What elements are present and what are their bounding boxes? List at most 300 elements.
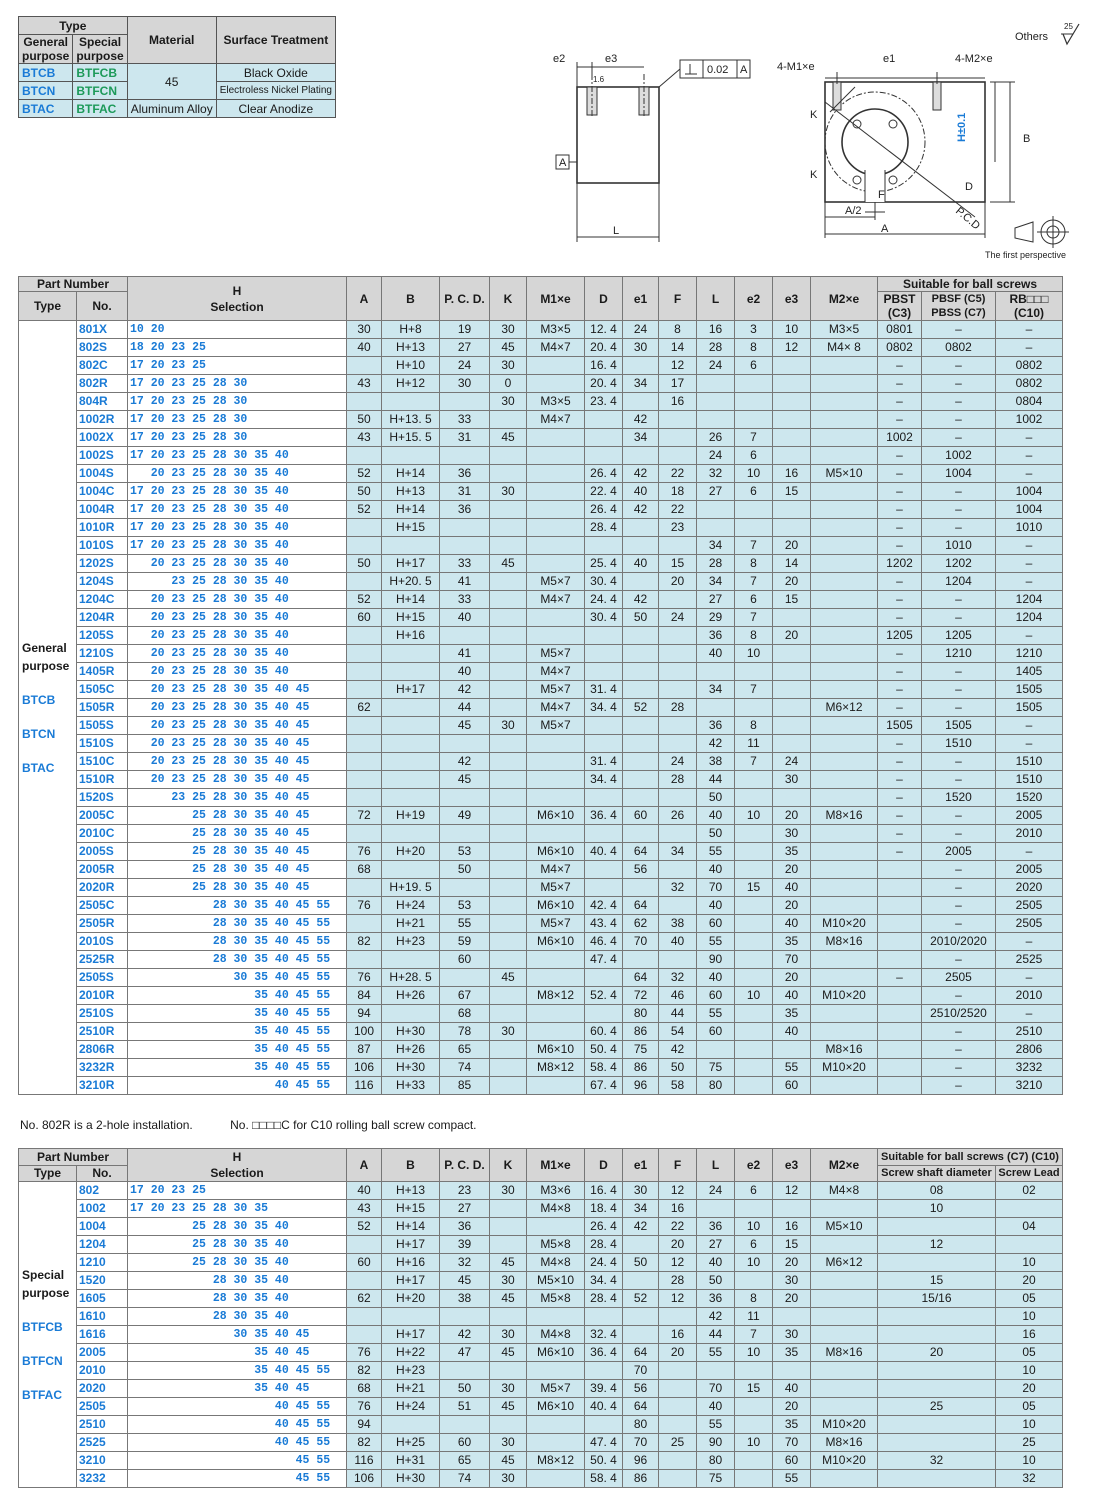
selection-header: Selection — [210, 1166, 264, 1180]
value-cell — [773, 645, 811, 663]
value-cell — [735, 1470, 773, 1488]
value-cell: 16 — [996, 1326, 1063, 1344]
value-cell: 31 — [440, 429, 490, 447]
h-selection-cell: 25 28 30 35 40 45 — [128, 825, 347, 843]
h-selection-cell: 20 23 25 28 30 35 40 45 — [128, 771, 347, 789]
type-label-line: BTCN — [22, 726, 56, 741]
value-cell: M4×8 — [527, 1200, 585, 1218]
value-cell: 33 — [440, 591, 490, 609]
value-cell: – — [922, 357, 996, 375]
value-cell — [659, 645, 697, 663]
value-cell: 30 — [490, 393, 527, 411]
value-cell: 28 — [697, 555, 735, 573]
value-cell — [878, 1470, 996, 1488]
table-row — [19, 465, 1063, 483]
value-cell: 64 — [623, 969, 659, 987]
value-cell: 64 — [623, 897, 659, 915]
value-cell: 20 — [659, 1344, 697, 1362]
value-cell: H+10 — [382, 357, 440, 375]
h-selection-cell: 20 23 25 28 30 35 40 45 — [128, 681, 347, 699]
value-cell: 1210 — [996, 645, 1063, 663]
value-cell: 43 — [347, 429, 382, 447]
value-cell: 11 — [735, 1308, 773, 1326]
value-cell — [878, 915, 922, 933]
value-cell: – — [922, 1059, 996, 1077]
part-no-cell: 2505R — [77, 915, 128, 933]
value-cell: 1004 — [922, 465, 996, 483]
value-cell: 10 — [735, 987, 773, 1005]
value-cell: 35 — [773, 1416, 811, 1434]
value-cell: M10×20 — [811, 915, 878, 933]
value-cell: H+17 — [382, 555, 440, 573]
value-cell: M3×5 — [527, 321, 585, 339]
value-cell: 74 — [440, 1470, 490, 1488]
value-cell: 1002 — [878, 429, 922, 447]
value-cell — [878, 1041, 922, 1059]
part-no-cell: 2510S — [77, 1005, 128, 1023]
value-cell: 27 — [697, 591, 735, 609]
value-cell: 41 — [440, 645, 490, 663]
value-cell: 24 — [659, 609, 697, 627]
value-cell — [878, 951, 922, 969]
table-row — [19, 1452, 1063, 1470]
part-no-cell: 1616 — [77, 1326, 128, 1344]
value-cell — [735, 1200, 773, 1218]
value-cell: 116 — [347, 1452, 382, 1470]
value-cell: M4×8 — [527, 1254, 585, 1272]
value-cell: – — [878, 501, 922, 519]
L-header: L — [697, 1149, 735, 1182]
part-no-cell: 802R — [77, 375, 128, 393]
value-cell: 54 — [659, 1023, 697, 1041]
value-cell: 50. 4 — [585, 1041, 623, 1059]
h-selection-cell: 23 25 28 30 35 40 45 — [128, 789, 347, 807]
part-no-cell: 1510C — [77, 753, 128, 771]
value-cell: H+13. 5 — [382, 411, 440, 429]
value-cell: 53 — [440, 897, 490, 915]
part-no-cell: 2005C — [77, 807, 128, 825]
value-cell — [527, 1470, 585, 1488]
value-cell: H+31 — [382, 1452, 440, 1470]
type-code-special: BTFAC — [73, 100, 127, 118]
value-cell: 0802 — [922, 339, 996, 357]
value-cell — [440, 789, 490, 807]
part-no-cell: 802 — [77, 1182, 128, 1200]
value-cell — [811, 627, 878, 645]
value-cell — [490, 609, 527, 627]
value-cell: 40 — [773, 1380, 811, 1398]
value-cell — [382, 393, 440, 411]
value-cell — [527, 771, 585, 789]
value-cell: 40 — [697, 807, 735, 825]
value-cell: M5×7 — [527, 573, 585, 591]
value-cell: 2505 — [996, 915, 1063, 933]
table-row — [19, 1200, 1063, 1218]
value-cell — [440, 825, 490, 843]
value-cell — [527, 375, 585, 393]
value-cell — [527, 483, 585, 501]
table-row — [19, 1308, 1063, 1326]
table-row — [19, 411, 1063, 429]
value-cell — [659, 717, 697, 735]
value-cell: 34 — [697, 573, 735, 591]
value-cell: 56 — [623, 1380, 659, 1398]
value-cell — [773, 789, 811, 807]
value-cell — [347, 753, 382, 771]
value-cell: H+25 — [382, 1434, 440, 1452]
value-cell — [811, 1236, 878, 1254]
value-cell: 30 — [490, 1380, 527, 1398]
value-cell — [735, 1398, 773, 1416]
value-cell: 40 — [773, 879, 811, 897]
value-cell: 18 — [659, 483, 697, 501]
value-cell — [490, 447, 527, 465]
value-cell: 10 — [735, 1434, 773, 1452]
value-cell: 05 — [996, 1398, 1063, 1416]
value-cell: 59 — [440, 933, 490, 951]
value-cell: 64 — [623, 1398, 659, 1416]
value-cell: M5×7 — [527, 681, 585, 699]
value-cell — [773, 609, 811, 627]
type-code-general: BTCN — [19, 82, 73, 100]
value-cell — [623, 1326, 659, 1344]
table-row — [19, 933, 1063, 951]
value-cell: M6×10 — [527, 1041, 585, 1059]
value-cell: M5×10 — [527, 1272, 585, 1290]
value-cell: H+19 — [382, 807, 440, 825]
value-cell — [585, 717, 623, 735]
value-cell: 38 — [659, 915, 697, 933]
table-row — [19, 735, 1063, 753]
value-cell: 16 — [659, 393, 697, 411]
B-header: B — [382, 277, 440, 321]
value-cell: 1002 — [922, 447, 996, 465]
table-row — [19, 879, 1063, 897]
value-cell: – — [878, 699, 922, 717]
D-header: D — [585, 277, 623, 321]
value-cell: 24 — [697, 1182, 735, 1200]
value-cell: 42 — [440, 1326, 490, 1344]
value-cell — [996, 1200, 1063, 1218]
part-no-cell: 1002S — [77, 447, 128, 465]
value-cell: 40 — [773, 987, 811, 1005]
value-cell: 1004 — [996, 501, 1063, 519]
value-cell: 60 — [623, 807, 659, 825]
value-cell: 31. 4 — [585, 681, 623, 699]
type-label-line: BTFAC — [22, 1387, 62, 1402]
value-cell: M4×7 — [527, 663, 585, 681]
h-selection-cell: 28 30 35 40 45 55 — [128, 915, 347, 933]
h-selection-cell: 17 20 23 25 28 30 35 40 — [128, 519, 347, 537]
value-cell: 62 — [347, 1290, 382, 1308]
value-cell: 60 — [440, 1434, 490, 1452]
value-cell — [811, 969, 878, 987]
value-cell — [585, 537, 623, 555]
roughness-value: 25 — [1064, 22, 1073, 31]
value-cell: 90 — [697, 951, 735, 969]
value-cell — [735, 933, 773, 951]
value-cell: – — [878, 609, 922, 627]
type-code-general: BTAC — [19, 100, 73, 118]
value-cell: – — [878, 771, 922, 789]
value-cell — [382, 753, 440, 771]
value-cell — [490, 681, 527, 699]
value-cell: 72 — [623, 987, 659, 1005]
value-cell: 58 — [659, 1077, 697, 1095]
value-cell — [773, 447, 811, 465]
part-no-cell: 2010C — [77, 825, 128, 843]
value-cell: – — [878, 411, 922, 429]
value-cell: H+21 — [382, 915, 440, 933]
value-cell: 52 — [347, 465, 382, 483]
value-cell — [878, 1434, 996, 1452]
value-cell: 67 — [440, 987, 490, 1005]
value-cell: 15/16 — [878, 1290, 996, 1308]
value-cell: 30 — [490, 1182, 527, 1200]
value-cell: 40 — [697, 861, 735, 879]
value-cell: 2010 — [996, 825, 1063, 843]
m2-label: 4-M2×e — [955, 53, 993, 65]
value-cell: 70 — [623, 1434, 659, 1452]
value-cell — [773, 699, 811, 717]
table-row — [19, 321, 1063, 339]
value-cell: 52 — [347, 501, 382, 519]
value-cell: 22 — [659, 465, 697, 483]
value-cell: M4×7 — [527, 411, 585, 429]
value-cell: M4×8 — [811, 1182, 878, 1200]
h-header: H — [232, 283, 242, 298]
table-row — [19, 555, 1063, 573]
value-cell: 72 — [347, 807, 382, 825]
value-cell — [347, 357, 382, 375]
value-cell: 45 — [490, 339, 527, 357]
value-cell: 30 — [490, 1272, 527, 1290]
value-cell — [811, 663, 878, 681]
perspective-label: The first perspective — [985, 250, 1067, 260]
value-cell — [735, 1416, 773, 1434]
value-cell: 30 — [440, 375, 490, 393]
part-no-cell: 1004C — [77, 483, 128, 501]
value-cell — [585, 789, 623, 807]
value-cell: 10 — [996, 1416, 1063, 1434]
value-cell: H+14 — [382, 501, 440, 519]
value-cell: 10 — [735, 1254, 773, 1272]
value-cell — [623, 573, 659, 591]
value-cell: 40 — [347, 339, 382, 357]
value-cell: 1510 — [922, 735, 996, 753]
value-cell: 0 — [490, 375, 527, 393]
table-row — [19, 537, 1063, 555]
value-cell: 7 — [735, 609, 773, 627]
value-cell — [811, 429, 878, 447]
type-header: Type — [19, 17, 128, 35]
value-cell — [659, 825, 697, 843]
value-cell: 60 — [347, 1254, 382, 1272]
part-no-cell: 2505 — [77, 1398, 128, 1416]
value-cell — [811, 735, 878, 753]
B-label: B — [1023, 133, 1031, 145]
value-cell: 8 — [735, 555, 773, 573]
technical-drawing — [545, 12, 1085, 267]
h-selection-cell: 40 45 55 — [128, 1077, 347, 1095]
value-cell: M6×10 — [527, 843, 585, 861]
value-cell: 47. 4 — [585, 1434, 623, 1452]
value-cell: 52 — [623, 699, 659, 717]
value-cell: 44 — [440, 699, 490, 717]
value-cell: 24 — [773, 753, 811, 771]
suitable-header: Suitable for ball screws (C7) (C10) — [878, 1149, 1063, 1166]
value-cell: 20 — [773, 1398, 811, 1416]
value-cell: M6×12 — [811, 699, 878, 717]
part-no-cell: 2020 — [77, 1380, 128, 1398]
table-row — [19, 1041, 1063, 1059]
A-header: A — [347, 277, 382, 321]
value-cell — [347, 627, 382, 645]
value-cell: 20 — [773, 969, 811, 987]
value-cell — [878, 1380, 996, 1398]
m2-header: M2×e — [811, 1149, 878, 1182]
value-cell: 0802 — [878, 339, 922, 357]
value-cell — [811, 645, 878, 663]
value-cell: 26 — [697, 429, 735, 447]
h-selection-cell: 10 20 — [128, 321, 347, 339]
value-cell — [659, 1308, 697, 1326]
pbsf-header: PBSF (C5) PBSS (C7) — [922, 292, 996, 321]
part-no-cell: 2005 — [77, 1344, 128, 1362]
value-cell: 106 — [347, 1059, 382, 1077]
value-cell: 2020 — [996, 879, 1063, 897]
value-cell: H+22 — [382, 1344, 440, 1362]
value-cell: 34. 4 — [585, 771, 623, 789]
value-cell: 86 — [623, 1059, 659, 1077]
value-cell — [623, 357, 659, 375]
value-cell — [811, 1005, 878, 1023]
value-cell: 29 — [697, 609, 735, 627]
value-cell — [382, 771, 440, 789]
h-selection-cell: 20 23 25 28 30 35 40 — [128, 663, 347, 681]
value-cell: 47. 4 — [585, 951, 623, 969]
type-label-line: Special — [22, 1267, 65, 1282]
value-cell: 36 — [440, 465, 490, 483]
value-cell — [811, 717, 878, 735]
value-cell: 56 — [623, 861, 659, 879]
value-cell — [347, 771, 382, 789]
value-cell: 34 — [623, 375, 659, 393]
value-cell — [878, 1308, 996, 1326]
value-cell — [811, 753, 878, 771]
value-cell: 70 — [623, 1362, 659, 1380]
value-cell — [490, 627, 527, 645]
value-cell: 70 — [773, 951, 811, 969]
value-cell — [623, 537, 659, 555]
part-no-cell: 802C — [77, 357, 128, 375]
value-cell: 24. 4 — [585, 1254, 623, 1272]
value-cell — [878, 1362, 996, 1380]
value-cell — [585, 1005, 623, 1023]
h-selection-cell: 18 20 23 25 — [128, 339, 347, 357]
value-cell: 3 — [735, 321, 773, 339]
value-cell: 05 — [996, 1344, 1063, 1362]
value-cell: 45 — [440, 717, 490, 735]
value-cell: 6 — [735, 357, 773, 375]
pbst-header: PBST (C3) — [878, 292, 922, 321]
value-cell: H+24 — [382, 897, 440, 915]
table-notes — [20, 1118, 511, 1132]
value-cell: M3×5 — [527, 393, 585, 411]
K-header: K — [490, 1149, 527, 1182]
value-cell — [659, 1398, 697, 1416]
value-cell: – — [922, 483, 996, 501]
value-cell: 45 — [440, 1272, 490, 1290]
value-cell: 40 — [347, 1182, 382, 1200]
value-cell — [878, 1416, 996, 1434]
D-header: D — [585, 1149, 623, 1182]
value-cell: 30 — [773, 1326, 811, 1344]
value-cell — [527, 735, 585, 753]
value-cell — [585, 735, 623, 753]
table-row — [19, 1182, 1063, 1200]
value-cell: 10 — [735, 465, 773, 483]
value-cell: 36 — [697, 627, 735, 645]
value-cell: 50 — [697, 825, 735, 843]
value-cell — [382, 861, 440, 879]
value-cell: 53 — [440, 843, 490, 861]
part-no-cell: 1002 — [77, 1200, 128, 1218]
value-cell — [773, 1308, 811, 1326]
value-cell — [585, 411, 623, 429]
value-cell: 42 — [697, 1308, 735, 1326]
value-cell — [697, 501, 735, 519]
value-cell: 26. 4 — [585, 465, 623, 483]
value-cell: 18. 4 — [585, 1200, 623, 1218]
value-cell: 96 — [623, 1077, 659, 1095]
part-no-cell: 1505R — [77, 699, 128, 717]
F-header: F — [659, 1149, 697, 1182]
value-cell: 36 — [697, 1218, 735, 1236]
value-cell: H+33 — [382, 1077, 440, 1095]
value-cell — [811, 681, 878, 699]
value-cell — [773, 519, 811, 537]
special-purpose-table — [18, 1148, 1063, 1488]
part-no-cell: 801X — [77, 321, 128, 339]
value-cell — [811, 519, 878, 537]
value-cell: 1505 — [996, 699, 1063, 717]
value-cell: 1505 — [996, 681, 1063, 699]
table-row — [19, 393, 1063, 411]
value-cell — [440, 519, 490, 537]
m1-label: 4-M1×e — [777, 61, 815, 73]
value-cell — [623, 789, 659, 807]
part-no-cell: 1204S — [77, 573, 128, 591]
value-cell: 45 — [490, 429, 527, 447]
m2-header: M2×e — [811, 277, 878, 321]
value-cell: 19 — [440, 321, 490, 339]
table-row — [19, 573, 1063, 591]
value-cell: 33 — [440, 411, 490, 429]
D-label: D — [965, 181, 973, 193]
h-selection-cell: 28 30 35 40 — [128, 1308, 347, 1326]
value-cell: 12. 4 — [585, 321, 623, 339]
value-cell: 76 — [347, 843, 382, 861]
value-cell: – — [922, 663, 996, 681]
value-cell: 36 — [440, 1218, 490, 1236]
h-selection-cell: 17 20 23 25 28 30 35 40 — [128, 447, 347, 465]
value-cell: 30. 4 — [585, 573, 623, 591]
value-cell: 05 — [996, 1290, 1063, 1308]
value-cell — [735, 1452, 773, 1470]
value-cell: 30 — [623, 339, 659, 357]
value-cell — [527, 465, 585, 483]
